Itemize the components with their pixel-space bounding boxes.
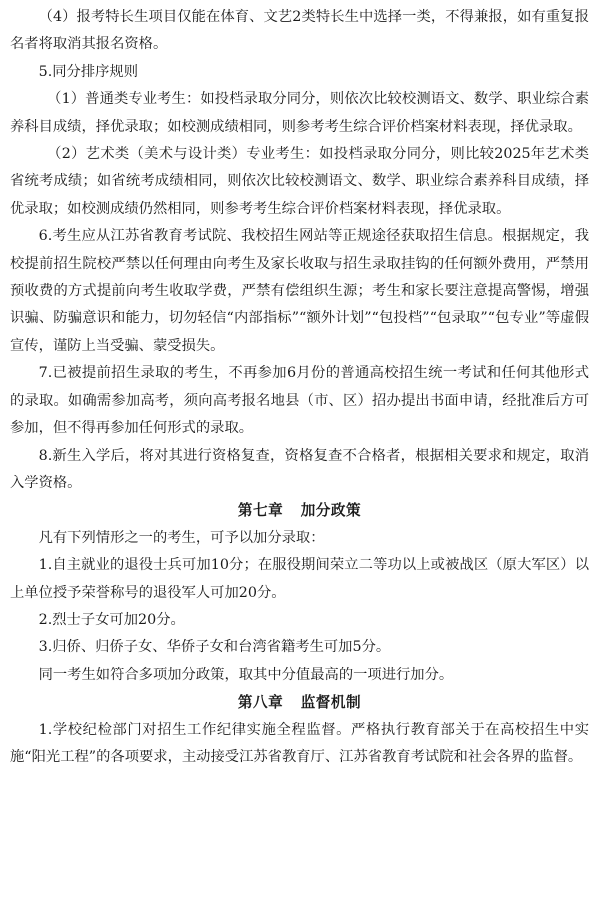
chapter-eight-heading	[10, 689, 589, 716]
chapter-eight-number: 第八章	[237, 694, 284, 712]
paragraph-supervision: 1.学校纪检部门对招生工作纪律实施全程监督。严格执行教育部关于在高校招生中实施“阳光工程”的各项要求，主动接受江苏省教育厅、江苏省教育考试院和社会各界的监督。	[10, 721, 589, 765]
paragraph-bonus-martyrs: 2.烈士子女可加20分。	[38, 611, 185, 628]
paragraph-bonus-overseas: 3.归侨、归侨子女、华侨子女和台湾省籍考生可加5分。	[38, 639, 391, 656]
chapter-seven-number: 第七章	[237, 502, 284, 520]
paragraph-qualification-recheck: 8.新生入学后，将对其进行资格复查，资格复查不合格者，根据相关要求和规定，取消入学资格。	[10, 447, 589, 491]
paragraph-tie-rule-heading: 5.同分排序规则	[38, 63, 139, 80]
paragraph-admitted-students: 7.已被提前招生录取的考生，不再参加6月份的普通高校招生统一考试和任何其他形式的录取。如确需参加高考，须向高考报名地县（市、区）招办提出书面申请，经批准后方可参加，但不得再参加任何形式的录取。	[10, 365, 589, 437]
chapter-seven-heading	[10, 497, 589, 524]
paragraph-tie-rule-general: （1）普通类专业考生：如投档录取分同分，则依次比较校测语文、数学、职业综合素养科目成绩，择优录取；如校测成绩相同，则参考考生综合评价档案材料表现，择优录取。	[10, 91, 589, 135]
chapter-seven-title: 加分政策	[300, 502, 362, 520]
paragraph-bonus-intro: 凡有下列情形之一的考生，可予以加分录取：	[38, 529, 325, 546]
paragraph-specialty-restriction: （4）报考特长生项目仅能在体育、文艺2类特长生中选择一类，不得兼报，如有重复报名者将取消其报名资格。	[10, 9, 589, 53]
paragraph-tie-rule-art: （2）艺术类（美术与设计类）专业考生：如投档录取分同分，则比较2025年艺术类省统考成绩；如省统考成绩相同，则依次比较校测语文、数学、职业综合素养科目成绩，择优录取；如校测成绩仍然相同，则参考考生综合评价档案材料表现，择优录取。	[10, 146, 589, 217]
paragraph-bonus-max-rule: 同一考生如符合多项加分政策，取其中分值最高的一项进行加分。	[38, 666, 454, 683]
paragraph-info-channels: 6.考生应从江苏省教育考试院、我校招生网站等正规途径获取招生信息。根据规定，我校提前招生院校严禁以任何理由向考生及家长收取与招生录取挂钩的任何额外费用，严禁用预收费的方式提前向考生收取学费，严禁有偿组织生源；考生和家长要注意提高警惕，增强识骗、防骗意识和能力，切勿轻信“内部指标”“额外计划”“包投档”“包录取”“包专业”等虚假宣传，谨防上当受骗、蒙受损失。	[10, 228, 589, 354]
paragraph-bonus-veterans: 1.自主就业的退役士兵可加10分；在服役期间荣立二等功以上或被战区（原大军区）以上单位授予荣誉称号的退役军人可加20分。	[10, 557, 589, 601]
chapter-eight-title: 监督机制	[300, 694, 362, 712]
